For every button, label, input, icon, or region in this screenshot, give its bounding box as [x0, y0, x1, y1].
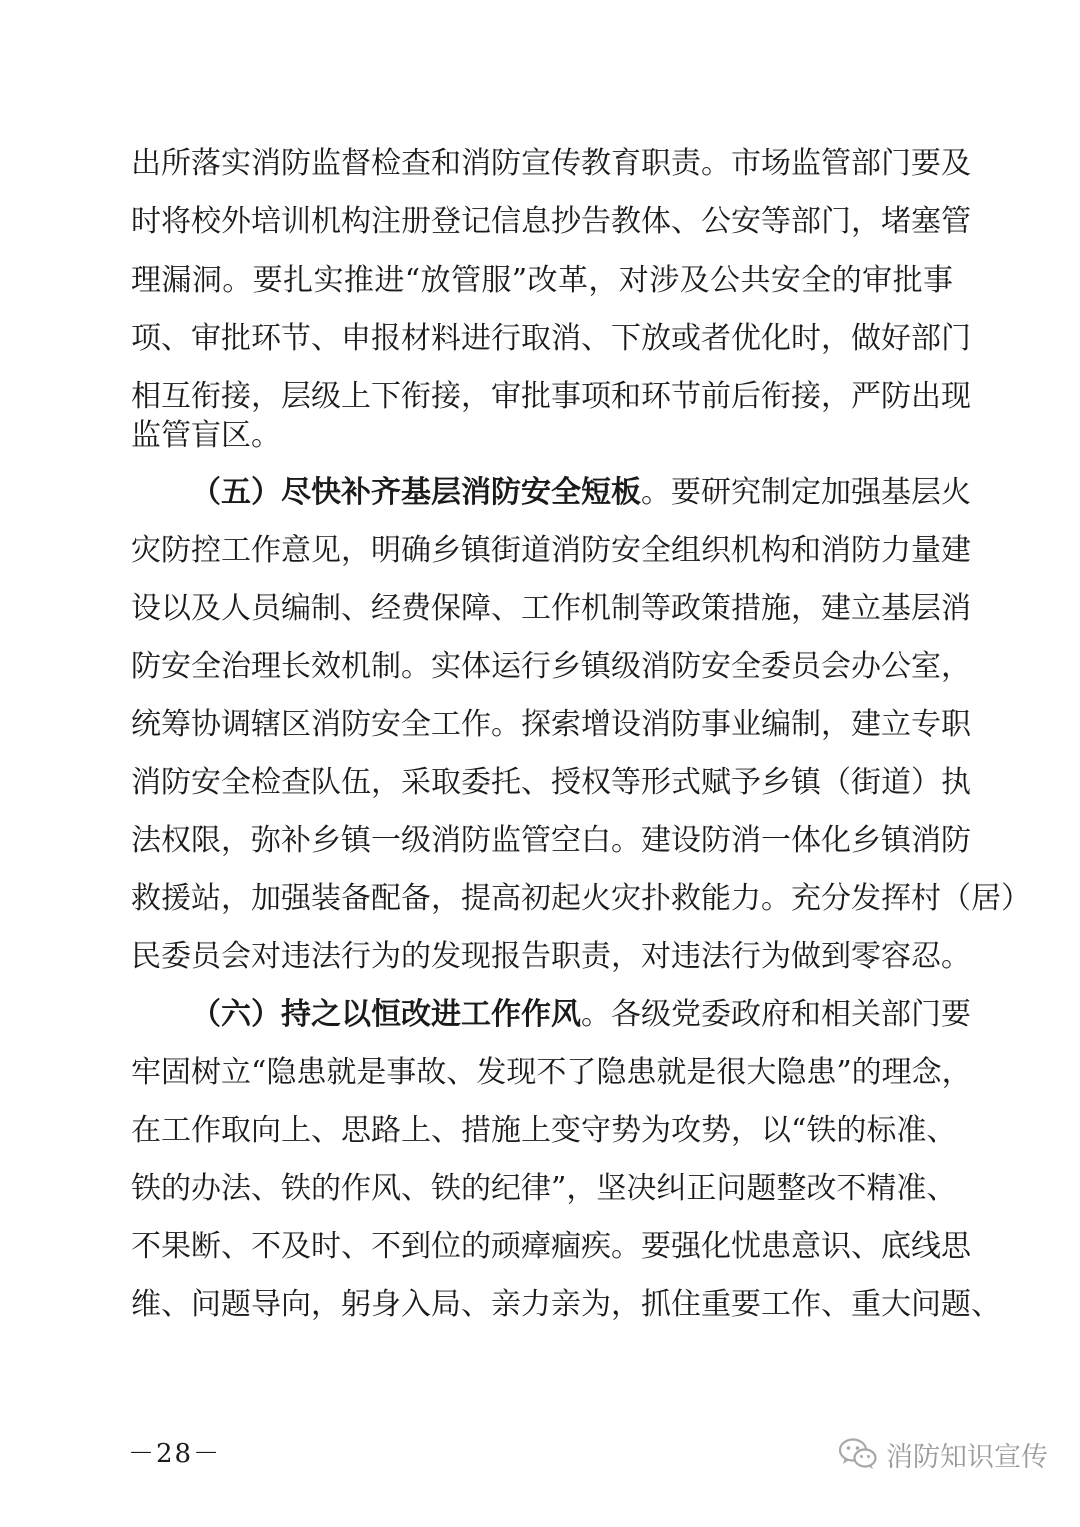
text-line: 统筹协调辖区消防安全工作。探索增设消防事业编制，建立专职 — [131, 707, 971, 742]
page-number: －28－ — [128, 1439, 222, 1469]
text-line: 牢固树立“隐患就是事故、发现不了隐患就是很大隐患”的理念， — [131, 1055, 972, 1090]
text-line: 维、问题导向，躬身入局、亲力亲为，抓住重要工作、重大问题、 — [131, 1287, 1001, 1322]
text-line — [191, 473, 971, 513]
text-line: 监管盲区。 — [131, 418, 281, 453]
heading-continuation: 。各级党委政府和相关部门要 — [581, 997, 971, 1032]
text-line: 相互衔接，层级上下衔接，审批事项和环节前后衔接，严防出现 — [131, 379, 971, 414]
text-line: 法权限，弥补乡镇一级消防监管空白。建设防消一体化乡镇消防 — [131, 823, 971, 858]
text-line: 灾防控工作意见，明确乡镇街道消防安全组织机构和消防力量建 — [131, 533, 971, 568]
watermark — [838, 1432, 1048, 1476]
text-line: 在工作取向上、思路上、措施上变守势为攻势，以“铁的标准、 — [131, 1113, 957, 1148]
wechat-icon — [838, 1437, 878, 1471]
section-heading: （五）尽快补齐基层消防安全短板 — [191, 475, 641, 510]
text-line: 民委员会对违法行为的发现报告职责，对违法行为做到零容忍。 — [131, 939, 971, 974]
text-line: 时将校外培训机构注册登记信息抄告教体、公安等部门，堵塞管 — [131, 204, 971, 239]
heading-continuation: 。要研究制定加强基层火 — [641, 475, 971, 510]
text-line — [191, 995, 971, 1035]
text-line: 消防安全检查队伍，采取委托、授权等形式赋予乡镇（街道）执 — [131, 765, 971, 800]
text-line: 不果断、不及时、不到位的顽瘴痼疾。要强化忧患意识、底线思 — [131, 1229, 971, 1264]
text-line: 防安全治理长效机制。实体运行乡镇级消防安全委员会办公室， — [131, 649, 971, 684]
text-line: 理漏洞。要扎实推进“放管服”改革，对涉及公共安全的审批事 — [131, 263, 953, 298]
text-line: 出所落实消防监督检查和消防宣传教育职责。市场监管部门要及 — [131, 146, 971, 181]
section-heading: （六）持之以恒改进工作作风 — [191, 997, 581, 1032]
text-line: 项、审批环节、申报材料进行取消、下放或者优化时，做好部门 — [131, 321, 971, 356]
text-line: 设以及人员编制、经费保障、工作机制等政策措施，建立基层消 — [131, 591, 971, 626]
text-line: 铁的办法、铁的作风、铁的纪律”，坚决纠正问题整改不精准、 — [131, 1171, 957, 1206]
text-line: 救援站，加强装备配备，提高初起火灾扑救能力。充分发挥村（居） — [131, 881, 1031, 916]
watermark-text: 消防知识宣传 — [886, 1441, 1048, 1473]
